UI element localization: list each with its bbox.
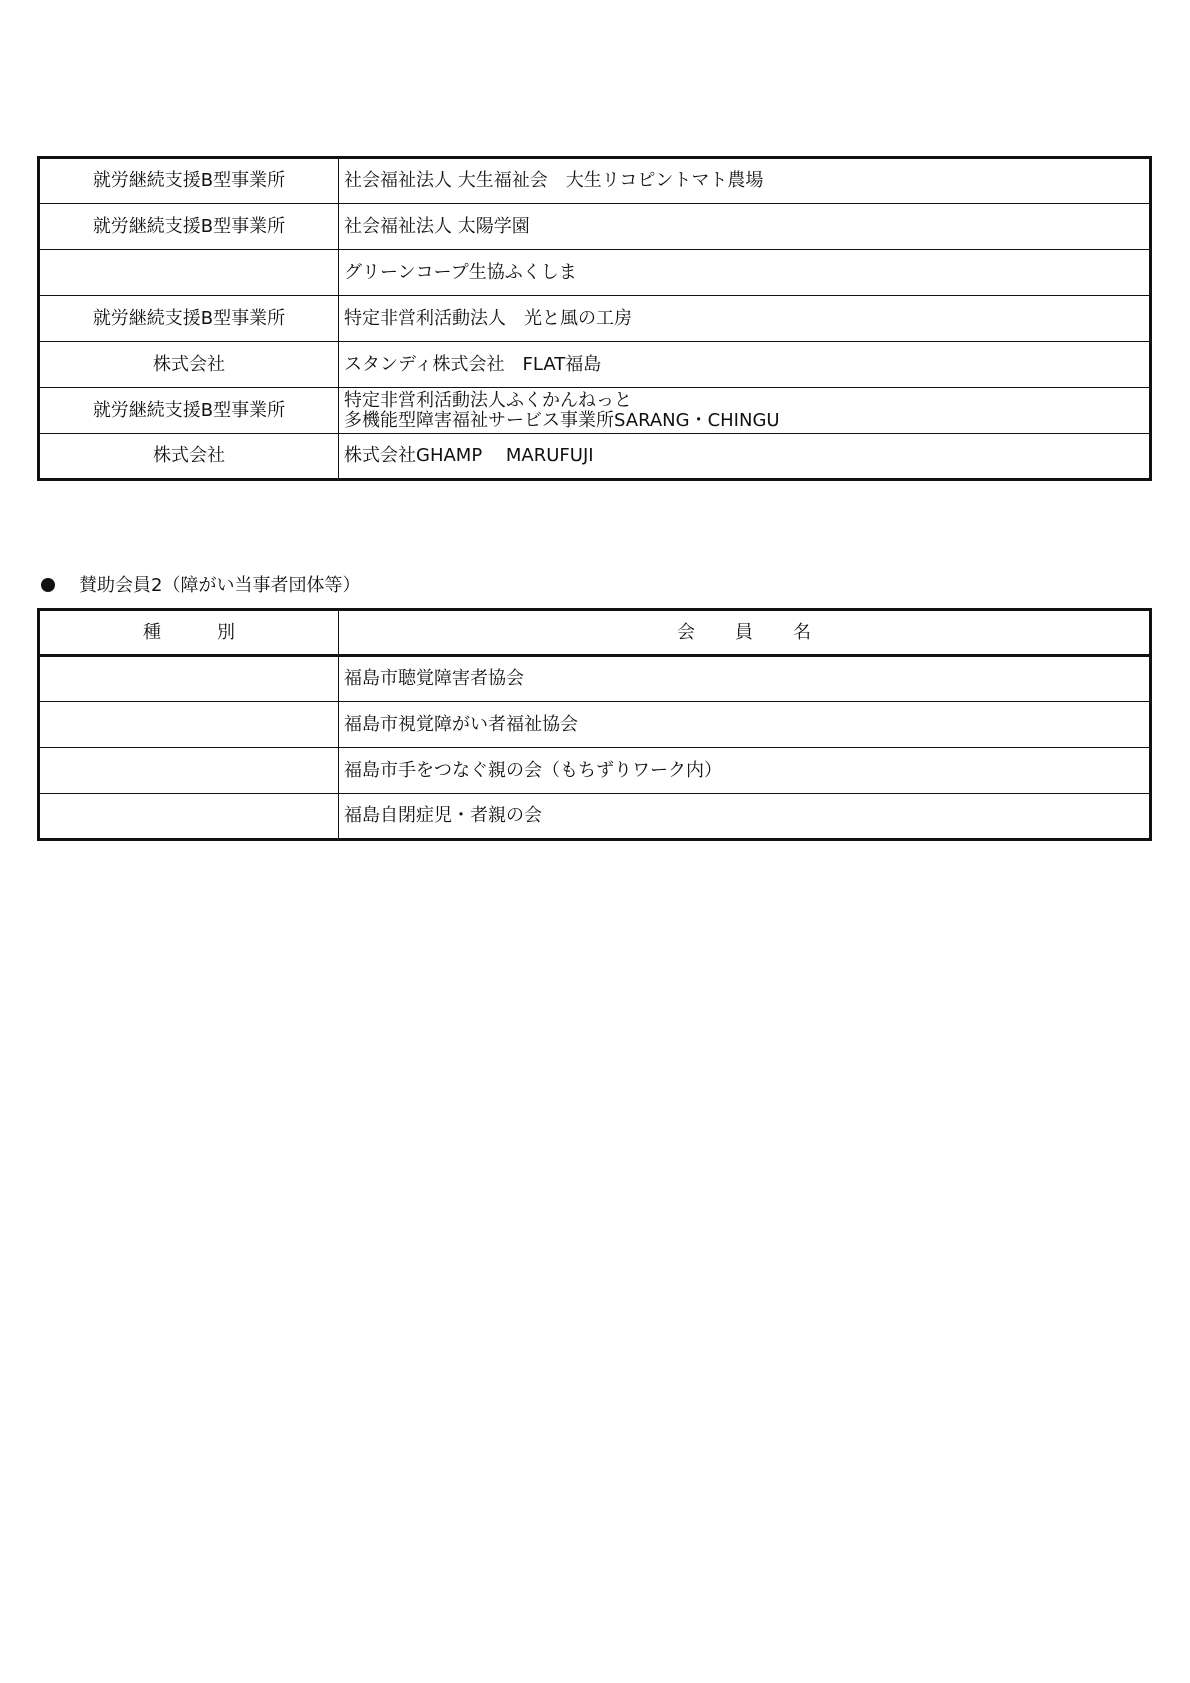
supporting-members-table-1: [37, 156, 1152, 481]
member-name-cell: スタンディ株式会社 FLAT福島: [339, 342, 1151, 388]
header-char: 別: [217, 621, 235, 643]
table-header-row: [39, 610, 1151, 656]
member-name-cell: 社会福祉法人 大生福祉会 大生リコピントマト農場: [339, 158, 1151, 204]
table-row: [39, 204, 1151, 250]
member-name-line-2: 多機能型障害福祉サービス事業所SARANG・CHINGU: [344, 409, 780, 431]
member-type-cell: 就労継続支援B型事業所: [39, 204, 339, 250]
member-type-cell: 就労継続支援B型事業所: [39, 296, 339, 342]
member-type-cell: [39, 702, 339, 748]
column-header-type: [39, 610, 339, 656]
bullet-icon: [41, 578, 55, 592]
member-name-cell: 株式会社GHAMP MARUFUJI: [339, 434, 1151, 480]
table-row: [39, 702, 1151, 748]
header-char: 名: [793, 621, 811, 643]
table-row: [39, 250, 1151, 296]
table-row: [39, 794, 1151, 840]
table-row: [39, 296, 1151, 342]
table-row: [39, 388, 1151, 434]
member-name-cell: [339, 388, 1151, 434]
member-name-cell: 福島自閉症児・者親の会: [339, 794, 1151, 840]
table-row: [39, 158, 1151, 204]
member-type-cell: 株式会社: [39, 434, 339, 480]
table-row: [39, 748, 1151, 794]
header-char: 員: [735, 621, 753, 643]
member-name-cell: 社会福祉法人 太陽学園: [339, 204, 1151, 250]
section-heading-text: 賛助会員2（障がい当事者団体等）: [79, 575, 361, 596]
member-name-cell: 福島市聴覚障害者協会: [339, 656, 1151, 702]
member-type-cell: 就労継続支援B型事業所: [39, 158, 339, 204]
supporting-members-table-2: [37, 608, 1152, 841]
member-name-cell: 特定非営利活動法人 光と風の工房: [339, 296, 1151, 342]
member-type-cell: [39, 748, 339, 794]
member-type-cell: [39, 656, 339, 702]
header-char: 会: [677, 621, 695, 643]
member-type-cell: 株式会社: [39, 342, 339, 388]
member-name-cell: 福島市手をつなぐ親の会（もちずりワーク内）: [339, 748, 1151, 794]
member-type-cell: [39, 794, 339, 840]
member-type-cell: 就労継続支援B型事業所: [39, 388, 339, 434]
section-heading: [41, 574, 360, 598]
table-row: [39, 434, 1151, 480]
table-row: [39, 342, 1151, 388]
member-type-cell: [39, 250, 339, 296]
table-row: [39, 656, 1151, 702]
header-char: 種: [143, 621, 161, 643]
member-name-cell: 福島市視覚障がい者福祉協会: [339, 702, 1151, 748]
member-name-cell: グリーンコープ生協ふくしま: [339, 250, 1151, 296]
member-name-line-1: 特定非営利活動法人ふくかんねっと: [344, 389, 632, 411]
column-header-name: [339, 610, 1151, 656]
